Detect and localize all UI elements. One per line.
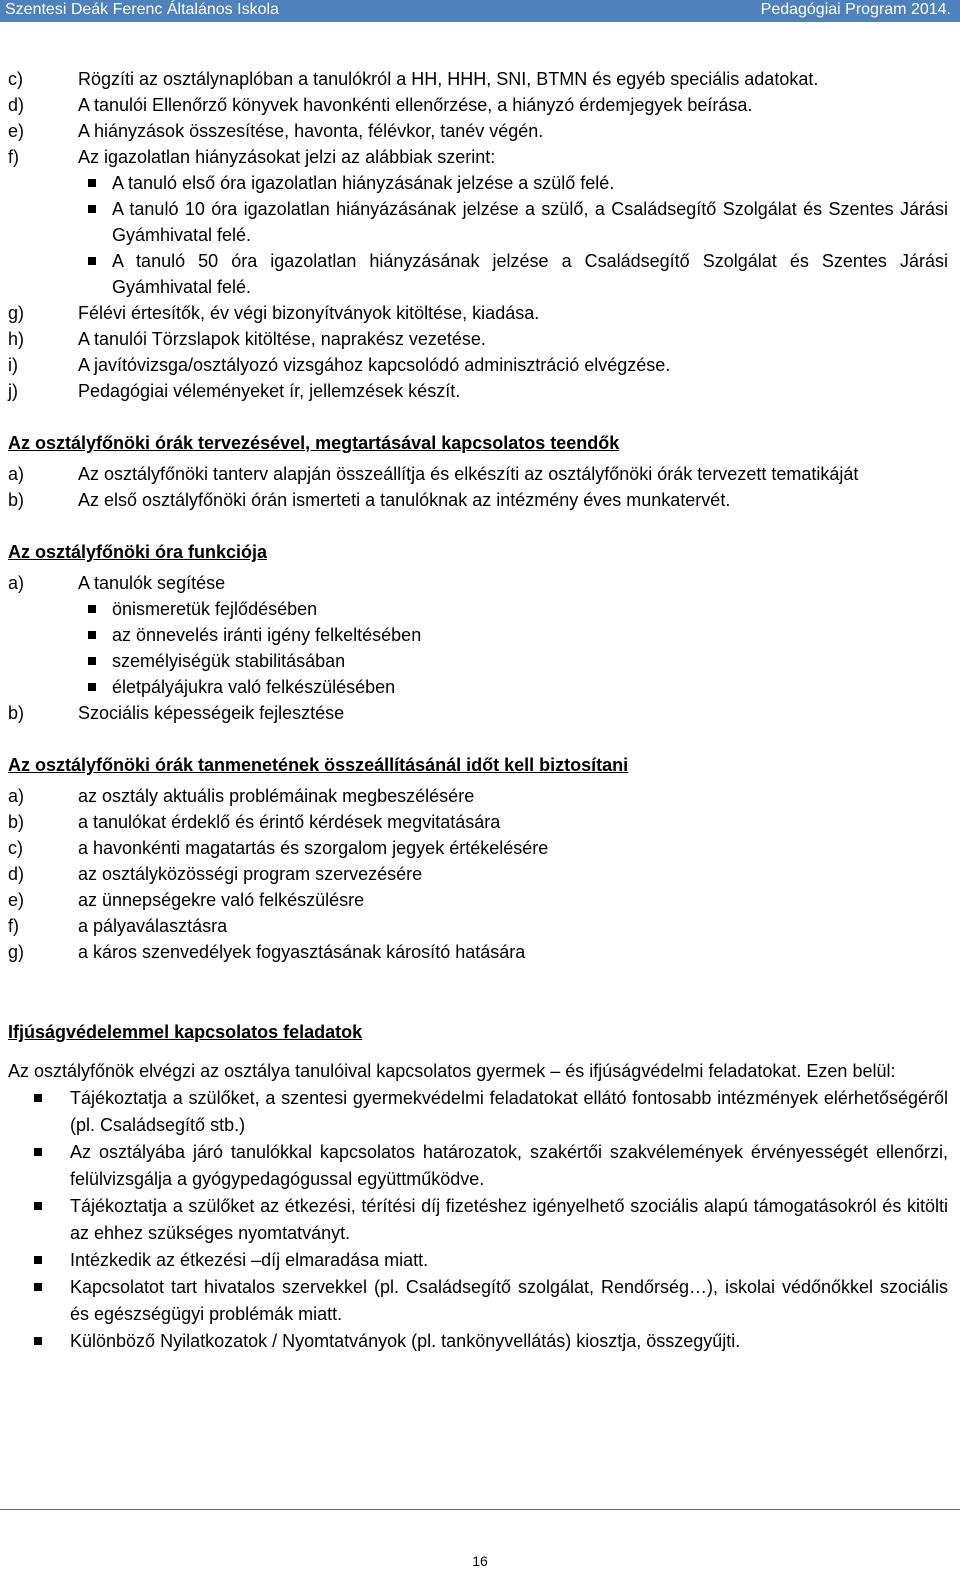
section-heading: Ifjúságvédelemmel kapcsolatos feladatok xyxy=(8,1022,363,1042)
bullet-item xyxy=(8,1139,948,1193)
section-heading: Az osztályfőnöki órák tervezésével, megtartásával kapcsolatos teendők xyxy=(8,433,620,453)
item-text: az ünnepségekre való felkészülésre xyxy=(78,890,365,910)
item-text: A tanulói Törzslapok kitöltése, naprakész vezetése. xyxy=(78,329,486,349)
square-bullet-icon xyxy=(88,248,102,300)
list-item xyxy=(8,835,948,861)
item-text: az osztály aktuális problémáinak megbeszélésére xyxy=(78,786,475,806)
sub-list-item xyxy=(8,648,948,674)
program-title: Pedagógiai Program 2014. xyxy=(760,1,951,18)
item-text: a havonkénti magatartás és szorgalom jegyek értékelésére xyxy=(78,838,549,858)
item-text: Pedagógiai véleményeket ír, jellemzések készít. xyxy=(78,381,461,401)
item-label: d) xyxy=(8,95,25,115)
item-label: a) xyxy=(8,786,25,806)
item-label: d) xyxy=(8,864,25,884)
sub-item-text: személyiségük stabilitásában xyxy=(112,651,346,671)
bullet-item xyxy=(8,1274,948,1328)
bullet-text: Az osztályába járó tanulókkal kapcsolatos határozatok, szakértői szakvélemények érvényességét ellenőrzi, felülvizsgálja a gyógypedagógussal együttműködve. xyxy=(70,1142,948,1189)
item-text: A tanulói Ellenőrző könyvek havonkénti ellenőrzése, a hiányzó érdemjegyek beírása. xyxy=(78,95,753,115)
list-item xyxy=(8,783,948,809)
sub-item-text: A tanuló 10 óra igazolatlan hiányázásának jelzése a szülő, a Családsegítő Szolgálat és Szentes Járási Gyámhivatal felé. xyxy=(112,199,948,245)
item-label: c) xyxy=(8,69,23,89)
item-label: b) xyxy=(8,490,25,510)
list-item xyxy=(8,913,948,939)
sub-item-text: önismeretük fejlődésében xyxy=(112,599,318,619)
item-label: b) xyxy=(8,703,25,723)
sub-list-item xyxy=(8,596,948,622)
bullet-item xyxy=(8,1193,948,1247)
square-bullet-icon xyxy=(30,1328,70,1355)
list-item xyxy=(8,939,948,965)
sub-item-text: A tanuló első óra igazolatlan hiányzásának jelzése a szülő felé. xyxy=(112,173,615,193)
item-text: a pályaválasztásra xyxy=(78,916,228,936)
square-bullet-icon xyxy=(88,674,102,700)
sub-list-item xyxy=(8,622,948,648)
list-item xyxy=(8,461,948,487)
list-item xyxy=(8,144,948,170)
square-bullet-icon xyxy=(88,596,102,622)
item-label: b) xyxy=(8,812,25,832)
item-label: g) xyxy=(8,303,25,323)
item-text: Az osztályfőnöki tanterv alapján összeállítja és elkészíti az osztályfőnöki órák tervezett tematikáját xyxy=(78,464,859,484)
list-item xyxy=(8,66,948,92)
sub-list-item xyxy=(8,196,948,248)
bullet-item xyxy=(8,1085,948,1139)
item-label: f) xyxy=(8,147,19,167)
item-label: a) xyxy=(8,464,25,484)
section-heading: Az osztályfőnöki óra funkciója xyxy=(8,542,268,562)
page-number: 16 xyxy=(472,1553,488,1569)
item-text: Rögzíti az osztálynaplóban a tanulókról a HH, HHH, SNI, BTMN és egyéb speciális adatokat. xyxy=(78,69,819,89)
square-bullet-icon xyxy=(30,1193,70,1247)
list-item xyxy=(8,809,948,835)
item-label: i) xyxy=(8,355,18,375)
list-item xyxy=(8,861,948,887)
square-bullet-icon xyxy=(88,622,102,648)
item-label: c) xyxy=(8,838,23,858)
list-item xyxy=(8,887,948,913)
bullet-text: Tájékoztatja a szülőket az étkezési, térítési díj fizetéshez igényelhető szociális alapú támogatásokról és kitölti az ehhez szükséges nyomtatványt. xyxy=(70,1196,948,1243)
list-item xyxy=(8,118,948,144)
section-heading: Az osztályfőnöki órák tanmenetének összeállításánál időt kell biztosítani xyxy=(8,755,629,775)
item-text: A tanulók segítése xyxy=(78,573,226,593)
item-text: A hiányzások összesítése, havonta, félévkor, tanév végén. xyxy=(78,121,544,141)
sub-list-item xyxy=(8,170,948,196)
square-bullet-icon xyxy=(88,648,102,674)
item-label: f) xyxy=(8,916,19,936)
sub-item-text: A tanuló 50 óra igazolatlan hiányzásának jelzése a Családsegítő Szolgálat és Szentes Járási Gyámhivatal felé. xyxy=(112,251,948,297)
bullet-text: Intézkedik az étkezési –díj elmaradása miatt. xyxy=(70,1250,429,1270)
square-bullet-icon xyxy=(30,1139,70,1193)
item-text: Az első osztályfőnöki órán ismerteti a tanulóknak az intézmény éves munkatervét. xyxy=(78,490,731,510)
item-text: Szociális képességeik fejlesztése xyxy=(78,703,345,723)
bullet-text: Kapcsolatot tart hivatalos szervekkel (pl. Családsegítő szolgálat, Rendőrség…), iskolai védőnőkkel szociális és egészségügyi problémák miatt. xyxy=(70,1277,948,1324)
bullet-text: Tájékoztatja a szülőket, a szentesi gyermekvédelmi feladatokat ellátó fontosabb intézmények elérhetőségéről (pl. Családsegítő stb.) xyxy=(70,1088,948,1135)
square-bullet-icon xyxy=(88,196,102,248)
list-item xyxy=(8,326,948,352)
item-text: Félévi értesítők, év végi bizonyítványok kitöltése, kiadása. xyxy=(78,303,540,323)
sub-item-text: az önnevelés iránti igény felkeltésében xyxy=(112,625,422,645)
square-bullet-icon xyxy=(30,1274,70,1328)
bullet-item xyxy=(8,1328,948,1355)
list-item xyxy=(8,378,948,404)
intro-paragraph: Az osztályfőnök elvégzi az osztálya tanulóival kapcsolatos gyermek – és ifjúságvédelmi feladatokat. Ezen belül: xyxy=(8,1061,896,1081)
document-body xyxy=(8,66,948,1355)
list-item xyxy=(8,487,948,513)
item-text: a tanulókat érdeklő és érintő kérdések megvitatására xyxy=(78,812,501,832)
list-item xyxy=(8,700,948,726)
page-header xyxy=(0,0,960,22)
item-label: j) xyxy=(8,381,18,401)
bullet-text: Különböző Nyilatkozatok / Nyomtatványok (pl. tankönyvellátás) kiosztja, összegyűjti. xyxy=(70,1331,741,1351)
item-label: e) xyxy=(8,890,25,910)
square-bullet-icon xyxy=(30,1085,70,1139)
footer-divider xyxy=(0,1509,960,1510)
item-label: h) xyxy=(8,329,25,349)
list-item xyxy=(8,570,948,596)
square-bullet-icon xyxy=(30,1247,70,1274)
admin-list xyxy=(8,66,948,404)
list-item xyxy=(8,300,948,326)
item-text: a káros szenvedélyek fogyasztásának károsító hatására xyxy=(78,942,526,962)
item-label: e) xyxy=(8,121,25,141)
item-label: g) xyxy=(8,942,25,962)
item-text: az osztályközösségi program szervezésére xyxy=(78,864,423,884)
list-item xyxy=(8,92,948,118)
square-bullet-icon xyxy=(88,170,102,196)
item-text: A javítóvizsga/osztályozó vizsgához kapcsolódó adminisztráció elvégzése. xyxy=(78,355,671,375)
item-label: a) xyxy=(8,573,25,593)
sub-list-item xyxy=(8,674,948,700)
sub-item-text: életpályájukra való felkészülésében xyxy=(112,677,396,697)
item-text: Az igazolatlan hiányzásokat jelzi az alábbiak szerint: xyxy=(78,147,496,167)
school-name: Szentesi Deák Ferenc Általános Iskola xyxy=(5,1,279,18)
bullet-item xyxy=(8,1247,948,1274)
list-item xyxy=(8,352,948,378)
sub-list-item xyxy=(8,248,948,300)
